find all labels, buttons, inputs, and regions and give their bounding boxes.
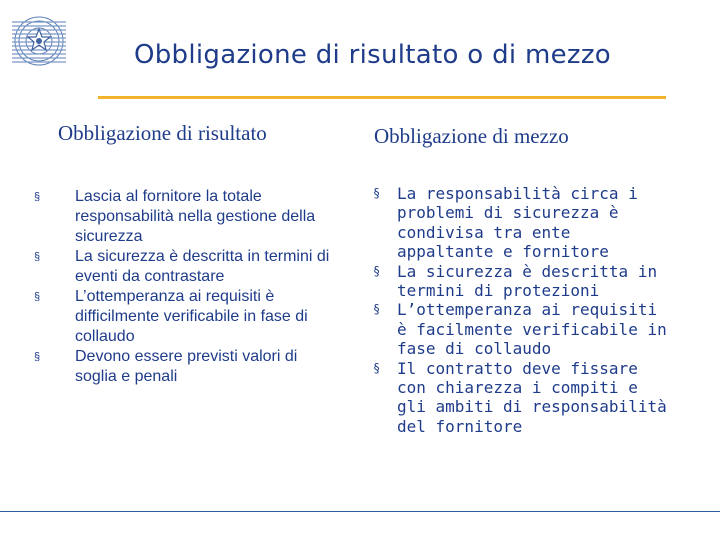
bullet-marker: § (373, 360, 381, 375)
list-item-text: Lascia al fornitore la totale responsabilità nella gestione della sicurezza (75, 188, 316, 245)
right-column-heading: Obbligazione di mezzo (374, 124, 569, 148)
bullet-marker: § (373, 263, 381, 278)
italian-republic-emblem-icon (10, 12, 68, 70)
list-item (34, 187, 339, 247)
list-item-text: La responsabilità circa i problemi di sicurezza è condivisa tra ente appaltante e fornitore (397, 184, 638, 262)
bullet-marker: § (34, 251, 41, 263)
list-item (34, 247, 339, 287)
list-item-text: La sicurezza è descritta in termini di eventi da contrastare (75, 248, 330, 285)
slide-title: Obbligazione di risultato o di mezzo (133, 40, 611, 70)
list-item-text: L’ottemperanza ai requisiti è facilmente verificabile in fase di collaudo (397, 300, 667, 359)
list-item (373, 300, 673, 358)
left-bullet-list (34, 187, 339, 387)
left-column-heading: Obbligazione di risultato (58, 121, 267, 145)
bullet-marker: § (34, 191, 41, 203)
list-item (373, 359, 673, 437)
list-item-text: L’ottemperanza ai requisiti è difficilmente verificabile in fase di collaudo (75, 288, 308, 345)
footer-divider (0, 511, 720, 512)
bullet-marker: § (34, 351, 41, 363)
bullet-marker: § (373, 302, 381, 317)
list-item (373, 184, 673, 262)
bullet-marker: § (373, 186, 381, 200)
right-bullet-list (373, 184, 673, 436)
list-item-text: Il contratto deve fissare con chiarezza i compiti e gli ambiti di responsabilità del fornitore (397, 358, 667, 436)
list-item (34, 347, 339, 387)
list-item-text: Devono essere previsti valori di soglia e penali (75, 348, 298, 385)
list-item (373, 262, 673, 301)
list-item-text: La sicurezza è descritta in termini di protezioni (397, 261, 658, 301)
list-item (34, 287, 339, 347)
bullet-marker: § (34, 291, 41, 303)
title-underline (98, 96, 666, 99)
